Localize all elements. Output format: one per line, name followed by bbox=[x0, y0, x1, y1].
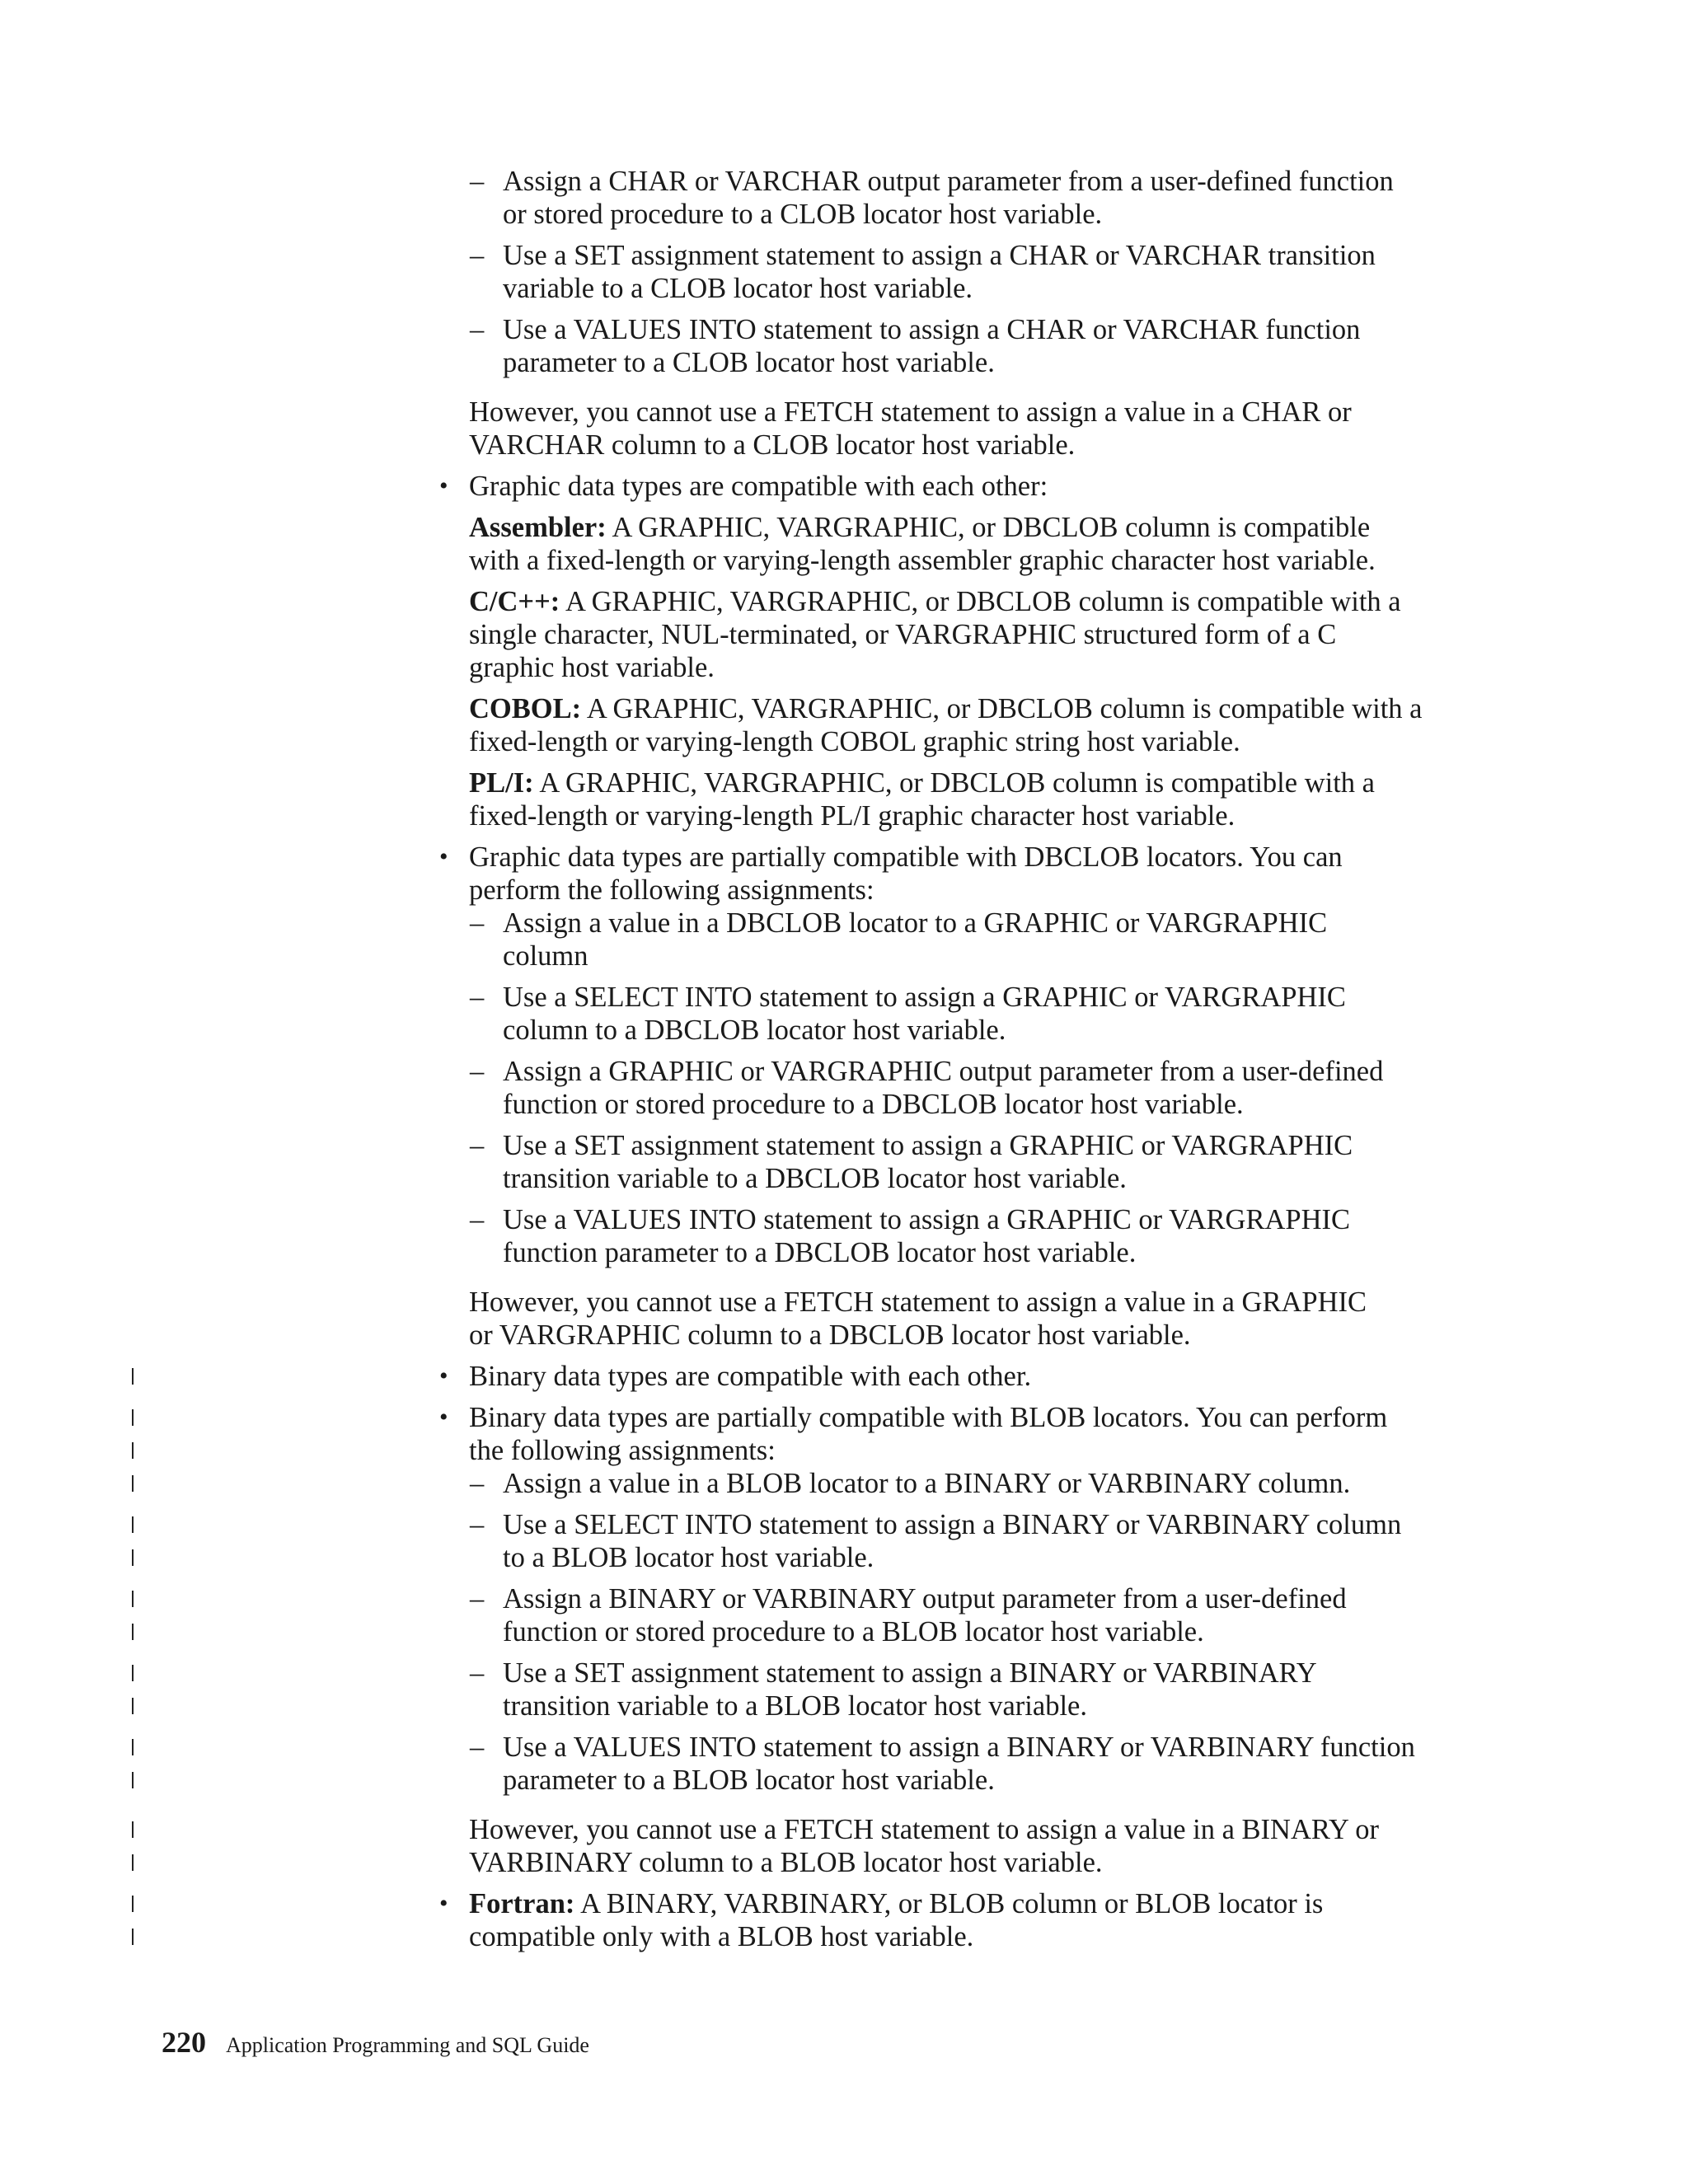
change-bar bbox=[132, 1624, 134, 1640]
bullet-marker: • bbox=[439, 1890, 448, 1917]
bullet-item bbox=[437, 470, 1508, 503]
text-line: fixed-length or varying-length PL/I graphic character host variable. bbox=[469, 800, 1236, 832]
text-line: A GRAPHIC, VARGRAPHIC, or DBCLOB column is compatible bbox=[612, 512, 1371, 543]
change-bar bbox=[132, 1591, 134, 1607]
bullet-marker: • bbox=[439, 1362, 448, 1390]
text-line: A GRAPHIC, VARGRAPHIC, or DBCLOB column is compatible with a bbox=[539, 767, 1375, 799]
body-text bbox=[437, 165, 1508, 1953]
change-bar bbox=[132, 1475, 134, 1492]
language-paragraph bbox=[437, 511, 1508, 577]
text-line: transition variable to a DBCLOB locator host variable. bbox=[503, 1163, 1127, 1194]
change-bar bbox=[132, 1409, 134, 1426]
text-line: column bbox=[503, 940, 588, 972]
list-item bbox=[437, 1731, 1508, 1797]
change-bar bbox=[132, 1929, 134, 1945]
text-line: A BINARY, VARBINARY, or BLOB column or BLOB locator is bbox=[580, 1888, 1324, 1919]
change-bar bbox=[132, 1549, 134, 1566]
text-line: However, you cannot use a FETCH statement to assign a value in a BINARY or bbox=[469, 1814, 1379, 1845]
change-bar bbox=[132, 1665, 134, 1681]
change-bar bbox=[132, 1698, 134, 1714]
dash-marker: – bbox=[470, 1204, 485, 1235]
text-line: Assign a GRAPHIC or VARGRAPHIC output parameter from a user-defined bbox=[503, 1056, 1384, 1087]
text-line: function or stored procedure to a BLOB locator host variable. bbox=[503, 1616, 1204, 1647]
language-label: Fortran: bbox=[469, 1888, 575, 1919]
dash-marker: – bbox=[470, 240, 485, 271]
text-line: Assign a BINARY or VARBINARY output parameter from a user-defined bbox=[503, 1583, 1347, 1615]
book-title: Application Programming and SQL Guide bbox=[226, 2033, 589, 2057]
text-line: the following assignments: bbox=[469, 1435, 776, 1466]
list-item bbox=[437, 981, 1508, 1047]
text-line: Binary data types are compatible with each other. bbox=[469, 1361, 1032, 1392]
text-line: with a fixed-length or varying-length assembler graphic character host variable. bbox=[469, 545, 1376, 576]
text-line: Graphic data types are partially compatible with DBCLOB locators. You can bbox=[469, 841, 1343, 873]
dash-marker: – bbox=[470, 907, 485, 939]
text-line: Use a SELECT INTO statement to assign a BINARY or VARBINARY column bbox=[503, 1509, 1402, 1540]
dash-marker: – bbox=[470, 1732, 485, 1763]
text-line: graphic host variable. bbox=[469, 652, 715, 683]
list-item bbox=[437, 165, 1508, 231]
bullet-marker: • bbox=[439, 1404, 448, 1431]
text-line: single character, NUL-terminated, or VARGRAPHIC structured form of a C bbox=[469, 619, 1337, 650]
text-line: Assign a CHAR or VARCHAR output parameter from a user-defined function bbox=[503, 166, 1394, 197]
list-item bbox=[437, 907, 1508, 972]
language-label: C/C++: bbox=[469, 586, 560, 617]
change-bar bbox=[132, 1516, 134, 1533]
list-item bbox=[437, 239, 1508, 305]
text-line: VARBINARY column to a BLOB locator host variable. bbox=[469, 1847, 1103, 1878]
text-line: fixed-length or varying-length COBOL graphic string host variable. bbox=[469, 726, 1240, 757]
text-line: Use a SET assignment statement to assign a GRAPHIC or VARGRAPHIC bbox=[503, 1130, 1353, 1161]
text-line: Assign a value in a DBCLOB locator to a GRAPHIC or VARGRAPHIC bbox=[503, 907, 1328, 939]
change-bar bbox=[132, 1772, 134, 1788]
text-line: Use a VALUES INTO statement to assign a GRAPHIC or VARGRAPHIC bbox=[503, 1204, 1350, 1235]
text-line: Graphic data types are compatible with each other: bbox=[469, 471, 1048, 502]
bullet-item bbox=[437, 841, 1508, 907]
text-line: to a BLOB locator host variable. bbox=[503, 1542, 874, 1573]
list-item bbox=[437, 1055, 1508, 1121]
list-item bbox=[437, 1467, 1508, 1500]
text-line: VARCHAR column to a CLOB locator host variable. bbox=[469, 429, 1076, 461]
list-item bbox=[437, 1203, 1508, 1269]
text-line: variable to a CLOB locator host variable. bbox=[503, 273, 973, 304]
language-label: Assembler: bbox=[469, 512, 607, 543]
text-line: Use a SELECT INTO statement to assign a GRAPHIC or VARGRAPHIC bbox=[503, 982, 1346, 1013]
text-line: or VARGRAPHIC column to a DBCLOB locator host variable. bbox=[469, 1319, 1191, 1351]
list-item bbox=[437, 313, 1508, 379]
dash-marker: – bbox=[470, 1583, 485, 1615]
change-bar bbox=[132, 1368, 134, 1385]
change-bar bbox=[132, 1739, 134, 1755]
text-line: A GRAPHIC, VARGRAPHIC, or DBCLOB column is compatible with a bbox=[586, 693, 1423, 724]
dash-marker: – bbox=[470, 1468, 485, 1499]
language-paragraph bbox=[437, 585, 1508, 684]
list-item bbox=[437, 1657, 1508, 1722]
text-line: perform the following assignments: bbox=[469, 874, 874, 906]
text-line: function parameter to a DBCLOB locator host variable. bbox=[503, 1237, 1137, 1268]
page-footer bbox=[162, 2026, 589, 2062]
bullet-item bbox=[437, 1401, 1508, 1467]
bullet-marker: • bbox=[439, 472, 448, 499]
paragraph bbox=[437, 1286, 1508, 1352]
text-line: However, you cannot use a FETCH statement to assign a value in a GRAPHIC bbox=[469, 1286, 1367, 1318]
language-paragraph bbox=[437, 766, 1508, 832]
dash-marker: – bbox=[470, 1130, 485, 1161]
list-item bbox=[437, 1508, 1508, 1574]
text-line: Use a SET assignment statement to assign a CHAR or VARCHAR transition bbox=[503, 240, 1376, 271]
text-line: A GRAPHIC, VARGRAPHIC, or DBCLOB column is compatible with a bbox=[565, 586, 1401, 617]
page-number: 220 bbox=[162, 2026, 206, 2059]
change-bar bbox=[132, 1821, 134, 1838]
text-line: Binary data types are partially compatible with BLOB locators. You can perform bbox=[469, 1402, 1388, 1433]
text-line: compatible only with a BLOB host variable. bbox=[469, 1921, 974, 1952]
text-line: or stored procedure to a CLOB locator host variable. bbox=[503, 199, 1103, 230]
language-paragraph bbox=[437, 692, 1508, 758]
change-bar bbox=[132, 1442, 134, 1459]
dash-marker: – bbox=[470, 1509, 485, 1540]
text-line: Use a SET assignment statement to assign a BINARY or VARBINARY bbox=[503, 1657, 1317, 1689]
text-line: Use a VALUES INTO statement to assign a CHAR or VARCHAR function bbox=[503, 314, 1361, 345]
text-line: Assign a value in a BLOB locator to a BINARY or VARBINARY column. bbox=[503, 1468, 1351, 1499]
dash-marker: – bbox=[470, 1056, 485, 1087]
list-item bbox=[437, 1129, 1508, 1195]
paragraph bbox=[437, 1813, 1508, 1879]
text-line: However, you cannot use a FETCH statement to assign a value in a CHAR or bbox=[469, 396, 1352, 428]
bullet-item bbox=[437, 1887, 1508, 1953]
language-label: COBOL: bbox=[469, 693, 582, 724]
text-line: parameter to a CLOB locator host variable. bbox=[503, 347, 995, 378]
text-line: transition variable to a BLOB locator host variable. bbox=[503, 1690, 1087, 1722]
change-bar bbox=[132, 1896, 134, 1912]
list-item bbox=[437, 1582, 1508, 1648]
paragraph bbox=[437, 396, 1508, 462]
text-line: function or stored procedure to a DBCLOB locator host variable. bbox=[503, 1089, 1244, 1120]
dash-marker: – bbox=[470, 314, 485, 345]
dash-marker: – bbox=[470, 166, 485, 197]
dash-marker: – bbox=[470, 1657, 485, 1689]
bullet-item bbox=[437, 1360, 1508, 1393]
text-line: parameter to a BLOB locator host variable. bbox=[503, 1765, 995, 1796]
text-line: Use a VALUES INTO statement to assign a BINARY or VARBINARY function bbox=[503, 1732, 1415, 1763]
change-bar bbox=[132, 1854, 134, 1871]
bullet-marker: • bbox=[439, 843, 448, 870]
dash-marker: – bbox=[470, 982, 485, 1013]
language-label: PL/I: bbox=[469, 767, 534, 799]
text-line: column to a DBCLOB locator host variable. bbox=[503, 1015, 1006, 1046]
